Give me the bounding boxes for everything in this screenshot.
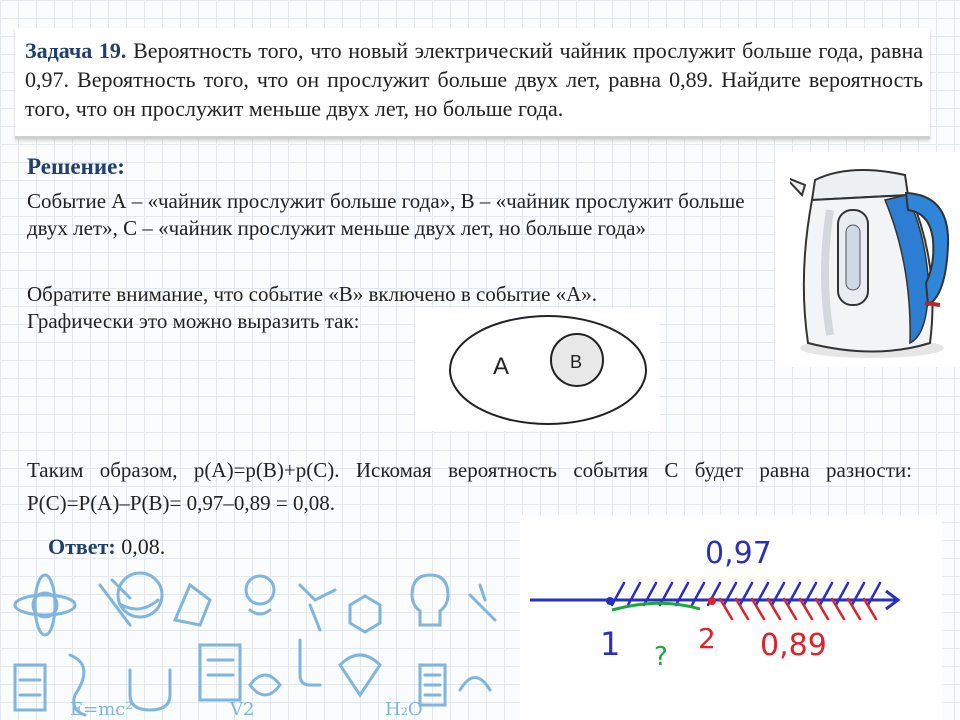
- problem-text: [25, 36, 923, 123]
- interval-arc: [612, 603, 700, 610]
- answer: [48, 534, 165, 560]
- doodle-background: [0, 555, 520, 720]
- svg-text:H₂O: H₂O: [385, 699, 423, 720]
- answer-value: 0,08.: [121, 534, 166, 559]
- number-line-sketch: [520, 515, 942, 720]
- point-one: [606, 597, 614, 605]
- solution-heading: Решение:: [27, 154, 125, 179]
- point-two: [708, 597, 716, 605]
- conclusion-text: Таким образом, р(А)=р(В)+р(С). Искомая вероятность события С будет равна разности: Р(С)=Р(А)–Р(В)= 0,97–0,89 = 0,08.: [27, 458, 912, 515]
- events-text: Событие А – «чайник прослужит больше года», В – «чайник прослужит больше двух лет», С – «чайник прослужит меньше двух лет, но больше года»: [27, 189, 745, 240]
- inclusion-note: Обратите внимание, что событие «В» включено в событие «А». Графически это можно выразить так:: [27, 282, 598, 333]
- event-a-label: А: [493, 353, 510, 380]
- svg-text:V2: V2: [230, 699, 255, 720]
- answer-label: Ответ:: [48, 534, 116, 559]
- label-point-one: 1: [600, 625, 621, 663]
- event-a-ellipse: [450, 316, 646, 424]
- problem-box: [15, 28, 930, 139]
- label-089: 0,89: [760, 628, 827, 663]
- label-point-two: 2: [698, 622, 716, 655]
- svg-text:E=mc²: E=mc²: [70, 699, 133, 720]
- hatch-097: [612, 583, 880, 605]
- event-b-label: В: [570, 352, 583, 372]
- problem-statement: Вероятность того, что новый электрический чайник прослужит больше года, равна 0,97. Вероятность того, что он прослужит больше двух лет, равна 0,89. Найдите вероятность того, что он прослужит меньше двух лет, но больше года.: [25, 38, 924, 121]
- kettle-illustration: [790, 155, 960, 365]
- problem-label: Задача 19.: [25, 38, 127, 63]
- venn-diagram: [445, 310, 655, 430]
- label-097: 0,97: [705, 536, 772, 571]
- label-question: ?: [654, 642, 668, 672]
